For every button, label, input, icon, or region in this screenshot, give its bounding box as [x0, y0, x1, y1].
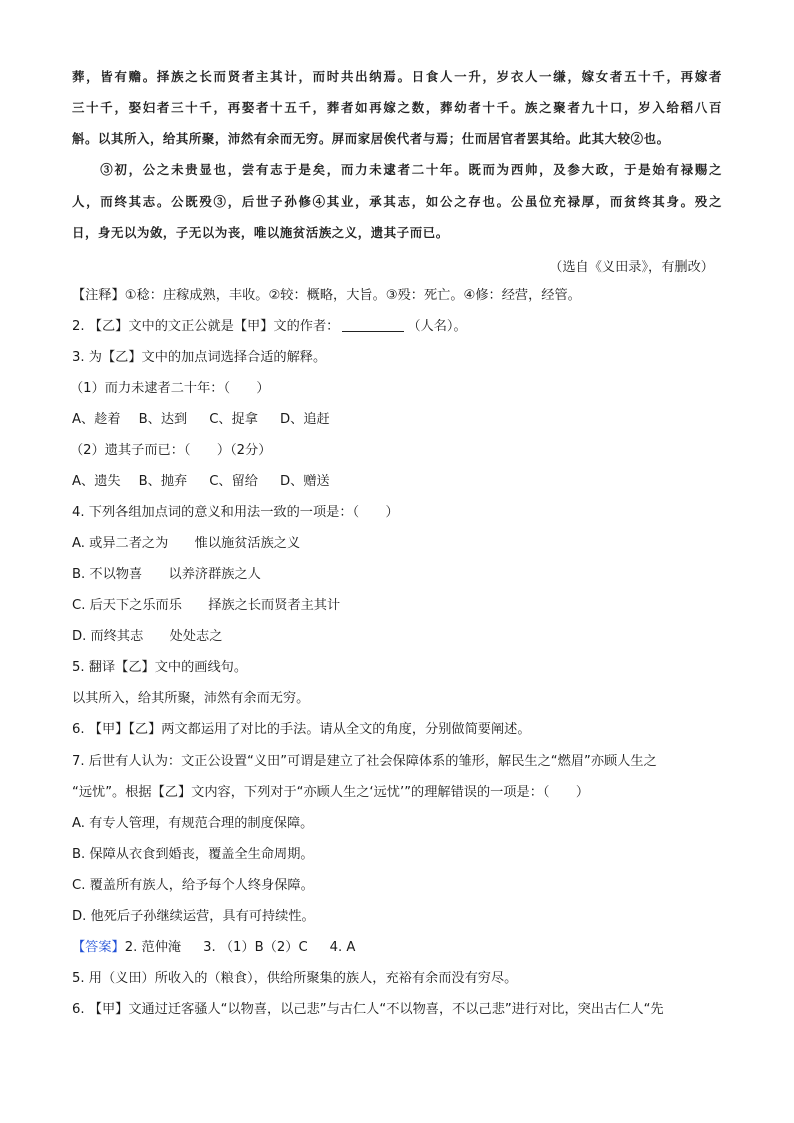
question-3-sub-2: （2）遗其子而已：（ ）（2分） [70, 443, 272, 458]
question-7-option-b: B. 保障从衣食到婚丧，覆盖全生命周期。 [72, 847, 314, 862]
answer-blank[interactable] [342, 318, 404, 332]
passage-source: （选自《义田录》，有删改） [549, 260, 714, 275]
question-4-stem: 4. 下列各组加点词的意义和用法一致的一项是：（ ） [72, 505, 399, 520]
question-7-option-d: D. 他死后子孙继续运营，具有可持续性。 [72, 909, 315, 924]
passage-line-3: 斛。以其所入，给其所聚，沛然有余而无穷。屏而家居俟代者与焉；仕而居官者罢其给。此其大较②也。 [72, 131, 670, 146]
answer-line-2: 5. 用（义田）所收入的（粮食），供给所聚集的族人，充裕有余而没有穷尽。 [72, 971, 518, 986]
question-3-options-1 [72, 411, 330, 429]
notes: 【注释】①稔：庄稼成熟，丰收。②较：概略，大旨。③殁：死亡。④修：经营，经管。 [72, 288, 581, 303]
question-6-stem: 6. 【甲】【乙】两文都运用了对比的手法。请从全文的角度，分别做简要阐述。 [72, 722, 531, 737]
question-4-option-a: A. 或异二者之为 惟以施贫活族之义 [72, 536, 301, 551]
question-4-option-b: B. 不以物喜 以养济群族之人 [72, 567, 261, 582]
option-b: B、达到 [138, 412, 188, 427]
passage-line-5: 人，而终其志。公既殁③，后世子孙修④其业，承其志，如公之存也。公虽位充禄厚，而贫终其身。殁之 [72, 194, 722, 209]
question-2-suffix: （人名）。 [407, 319, 467, 334]
question-4-option-d: D. 而终其志 处处志之 [72, 629, 223, 644]
option-a: A、趁着 [72, 412, 121, 427]
option-d: D、追赶 [279, 412, 330, 427]
question-3-options-2 [72, 473, 330, 491]
answer-line-1 [72, 939, 355, 957]
question-3-stem: 3. 为【乙】文中的加点词选择合适的解释。 [72, 350, 327, 365]
question-7-stem-line-1: 7. 后世有人认为：文正公设置“义田”可谓是建立了社会保障体系的雏形，解民生之“燃眉”亦顾人生之 [72, 754, 657, 769]
answer-tag: 【答案】 [72, 940, 125, 955]
passage-line-2: 三十千，娶妇者三十千，再娶者十五千，葬者如再嫁之数，葬幼者十千。族之聚者九十口，岁入给稻八百 [72, 100, 722, 115]
answer-line-3: 6. 【甲】文通过迁客骚人“以物喜，以己悲”与古仁人“不以物喜，不以己悲”进行对比，突出古仁人“先 [72, 1002, 664, 1017]
option-a: A、遗失 [72, 474, 121, 489]
passage-line-4: ③初，公之未贵显也，尝有志于是矣，而力未逮者二十年。既而为西帅，及参大政，于是始有禄赐之 [72, 162, 722, 177]
passage-line-1: 葬，皆有赡。择族之长而贤者主其计，而时共出纳焉。日食人一升，岁衣人一缣，嫁女者五十千，再嫁者 [72, 69, 722, 84]
question-5-stem: 5. 翻译【乙】文中的画线句。 [72, 660, 248, 675]
question-2-text: 2. 【乙】文中的文正公就是【甲】文的作者： [72, 319, 340, 334]
question-2 [72, 318, 467, 336]
question-7-stem-line-2: “远忧”。根据【乙】文内容，下列对于“亦顾人生之‘远忧’”的理解错误的一项是：（ ） [72, 785, 590, 800]
answer-4: 4. A [329, 940, 356, 955]
answer-2: 2. 范仲淹 [124, 940, 182, 955]
option-c: C、捉拿 [209, 412, 258, 427]
question-7-option-c: C. 覆盖所有族人，给予每个人终身保障。 [72, 878, 314, 893]
option-b: B、抛弃 [138, 474, 188, 489]
option-c: C、留给 [209, 474, 258, 489]
question-4-option-c: C. 后天下之乐而乐 择族之长而贤者主其计 [72, 598, 341, 613]
question-3-sub-1: （1）而力未逮者二十年：（ ） [70, 381, 270, 396]
passage-line-6: 日，身无以为敛，子无以为丧，唯以施贫活族之义，遗其子而已。 [72, 225, 449, 240]
answer-3: 3. （1）B（2）C [203, 940, 308, 955]
option-d: D、赠送 [279, 474, 330, 489]
question-7-option-a: A. 有专人管理，有规范合理的制度保障。 [72, 816, 314, 831]
question-5-sentence: 以其所入，给其所聚，沛然有余而无穷。 [72, 691, 310, 706]
